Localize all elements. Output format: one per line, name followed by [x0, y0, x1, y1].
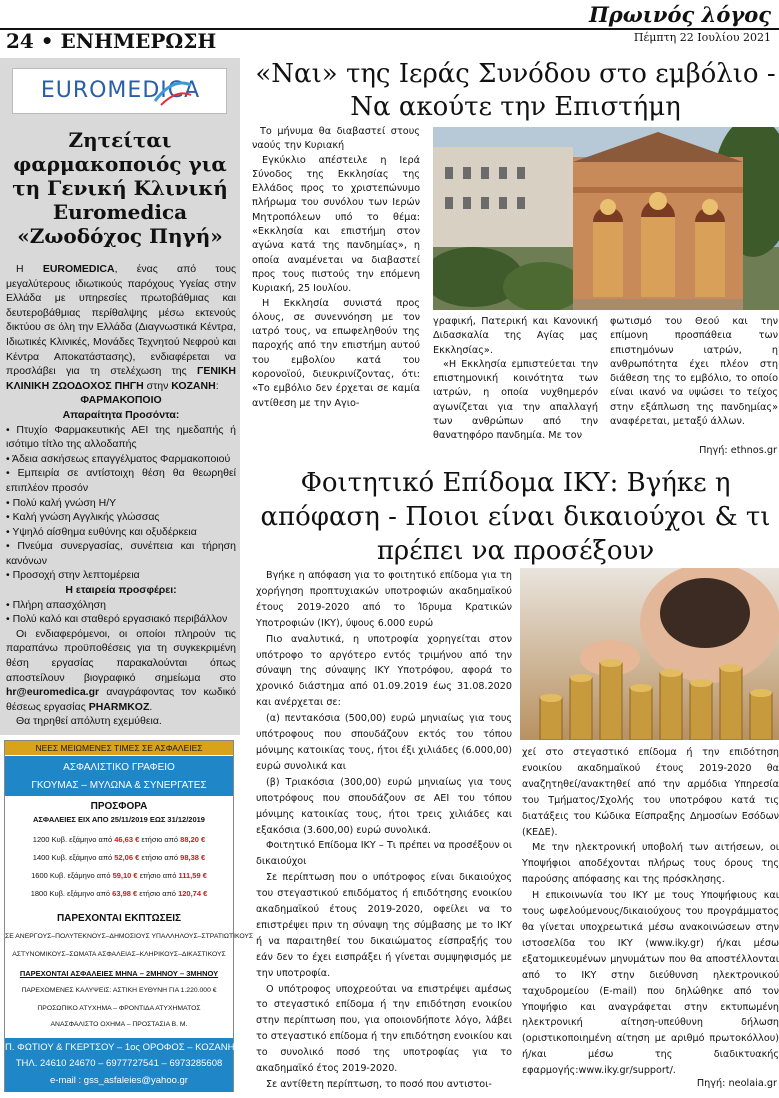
- ad-phones: ΤΗΛ. 24610 24670 – 6977727541 – 6973285608: [15, 1058, 223, 1069]
- paragraph: Εγκύκλιο απέστειλε η Ιερά Σύνοδος της Εκκλησίας της Ελλάδος προς το χριστεπώνυμο πλήρωμα του συνόλου των Ιερών Μητροπόλεων υπό το θέμα: «Εκκλησία και επιστήμη στον αγώνα κατά της πανδημίας», η οποία αναμένεται να διαβαστεί προς τους πιστούς την επόμενη Κυριακή, 25 Ιουλίου.: [252, 154, 420, 295]
- rate-row: 1200 Κυβ. εξάμηνο από 46,63 € ετήσιο από 88,20 €: [32, 835, 206, 844]
- rate-row: 1400 Κυβ. εξάμηνο από 52,06 € ετήσιο από 98,38 €: [32, 853, 206, 862]
- job-title: Ζητείται φαρμακοποιός για τη Γενική Κλινική Euromedica «Ζωοδόχος Πηγή»: [12, 128, 228, 248]
- paragraph: Η Εκκλησία συνιστά προς όλους, σε συνεννόηση με τον ιατρό τους, να επωφεληθούν της παροχής από την επιστήμη αυτού του εμβολίου κατά του κορονοϊού, διευκρινίζοντας, ότι: «Το εμβόλιο δεν έρχεται σε καμία αντίθεση με την Αγιο-: [252, 297, 420, 409]
- article2-source: Πηγή: neolaia.gr: [696, 1078, 777, 1089]
- coins-photo: [520, 568, 779, 740]
- page-date: Πέμπτη 22 Ιουλίου 2021: [633, 31, 771, 44]
- logo-text: EUROMEDICA: [40, 78, 201, 103]
- job-ad: [0, 58, 240, 735]
- rate-row: 1600 Κυβ. εξάμηνο από 59,10 € ετήσιο από 111,59 €: [31, 871, 207, 880]
- logo-swoosh-icon: [153, 75, 193, 109]
- article1-source: Πηγή: ethnos.gr: [699, 445, 777, 456]
- requirements-heading: Απαραίτητα Προσόντα:: [62, 408, 180, 421]
- ad-partners: ΓΚΟΥΜΑΣ – ΜΥΛΩΝΑ & ΣΥΝΕΡΓΑΤΕΣ: [31, 780, 207, 791]
- requirements-list: [6, 423, 236, 584]
- ad-coverage: ΠΑΡΕΧΟΜΕΝΕΣ ΚΑΛΥΨΕΙΣ: ΑΣΤΙΚΗ ΕΥΘΥΝΗ ΓΙΑ 1.220.000 €: [21, 987, 217, 994]
- list-item: • Άδεια ασκήσεως επαγγέλματος Φαρμακοποιού: [6, 452, 231, 465]
- list-item: • Καλή γνώση Αγγλικής γλώσσας: [6, 511, 160, 524]
- article1-headline: «Ναι» της Ιεράς Συνόδου στο εμβόλιο - Να ακούτε την Επιστήμη: [255, 59, 776, 122]
- paragraph: Με την ηλεκτρονική υποβολή των αιτήσεων, οι Υποψήφιοι αποδέχονται πλήρως τους όρους της παρούσης απόφασης και της πρόσκλησης.: [522, 842, 779, 886]
- insurance-ad: [4, 740, 254, 1092]
- paragraph: «Η Εκκλησία εμπιστεύεται την επιστημονική κοινότητα των ιατρών, η οποία νυχθημερόν αγωνίζεται για την απαλλαγή των ανθρώπων από την θανατηφόρο πανδημία. Με τον: [433, 358, 598, 442]
- paragraph: Πιο αναλυτικά, η υποτροφία χορηγείται στον υπότροφο το αργότερο εντός τριμήνου από την σύναψη της σύναψης ΙΚΥ Υποτρόφου, αφορά το χρονικό διάστημα από 01.09.2019 έως 31.08.2020 και ανέρχεται σε:: [256, 633, 512, 709]
- paragraph: Η επικοινωνία του ΙΚΥ με τους Υποψήφιους και τους ωφελούμενους/δικαιούχους του προγράμματος θα γίνεται υποχρεωτικά μέσω ανακοινώσεων στην ιστοσελίδα του ΙΚΥ (www.iky.gr) ή/και μέσω εξατομικευμένων μηνυμάτων που θα αποστέλλονται από το ΙΚΥ στην διεύθυνση ηλεκτρονικού ταχυδρομείου (E-mail) που δηλώθηκε από τον Υποψήφιο και αναγράφεται στην εκτυπωμένη ηλεκτρονική αίτηση-υπεύθυνη δήλωση (οριστικοποιημένη αίτηση με αριθμό πρωτοκόλλου) ή/και μέσω της διαδικτυακής εφαρμογής:www.iky.gr/support/.: [522, 890, 779, 1077]
- paper-name: Πρωινός λόγος: [588, 2, 771, 27]
- ad-office: ΑΣΦΑΛΙΣΤΙΚΟ ΓΡΑΦΕΙΟ: [63, 762, 175, 773]
- ad-discount-line: ΣΕ ΑΝΕΡΓΟΥΣ–ΠΟΛΥΤΕΚΝΟΥΣ–ΔΗΜΟΣΙΟΥΣ ΥΠΑΛΛΗΛΟΥΣ–ΣΤΡΑΤΙΩΤΙΚΟΥΣ: [5, 933, 254, 940]
- job-role: ΦΑΡΜΑΚΟΠΟΙΟ: [80, 394, 162, 407]
- paragraph: Σε περίπτωση που ο υπότροφος είναι δικαιούχος του στεγαστικού επιδόματος ή επιδότησης ενοικίου ακαδημαϊκού έτους 2019-2020, οφείλει να το επιστρέψει πριν τη σύναψη της σύμβασης με το ΙΚΥ ή να παραιτηθεί του δικαιώματος είσπραξής του εάν δεν το έχει εισπράξει ή γίνεται συμψηφισμός με την υποτροφία.: [256, 872, 512, 979]
- masthead: [0, 0, 779, 58]
- article2-col2: [522, 745, 779, 1079]
- paragraph: γραφική, Πατερική και Κανονική Διδασκαλία της Αγίας μας Εκκλησίας».: [433, 316, 598, 356]
- article2-headline: Φοιτητικό Επίδομα ΙΚΥ: Βγήκε η απόφαση - Ποιοι είναι δικαιούχοι & τι πρέπει να προσέξουν: [260, 468, 771, 566]
- article1-col2: [433, 315, 598, 444]
- paragraph: Βγήκε η απόφαση για το φοιτητικό επίδομα για τη χορήγηση προπτυχιακών υποτροφιών ακαδημαϊκού έτους 2019-2020 από το Ίδρυμα Κρατικών Υποτροφιών (ΙΚΥ), ύψους 6.000 ευρώ: [256, 570, 512, 629]
- article1-col3: [610, 315, 778, 429]
- ad-contact-block: [5, 1038, 233, 1092]
- paragraph: (β) Τριακόσια (300,00) ευρώ μηνιαίως για τους υποτρόφους που σπουδάζουν σε ΑΕΙ του τόπου μόνιμης κατοικίας τους, ήτοι τρεις χιλιάδες και εξακόσια (3.600,00) ευρώ συνολικά.: [256, 776, 512, 836]
- church-photo-icon: [433, 127, 779, 310]
- list-item: • Υψηλό αίσθημα ευθύνης και οξυδέρκεια: [6, 525, 197, 538]
- ad-discount-line: ΑΣΤΥΝΟΜΙΚΟΥΣ–ΣΩΜΑΤΑ ΑΣΦΑΛΕΙΑΣ–ΚΛΗΡΙΚΟΥΣ–ΔΙΚΑΣΤΙΚΟΥΣ: [12, 951, 226, 958]
- list-item: • Προσοχή στην λεπτομέρεια: [6, 569, 140, 582]
- apply-email-link[interactable]: hr@euromedica.gr: [6, 686, 100, 699]
- ad-coverage: ΠΡΟΣΩΠΙΚΟ ΑΤΥΧΗΜΑ – ΦΡΟΝΤΙΔΑ ΑΤΥΧΗΜΑΤΟΣ: [37, 1005, 201, 1012]
- list-item: • Πολύ καλό και σταθερό εργασιακό περιβάλλον: [6, 613, 228, 626]
- church-photo: [433, 127, 779, 310]
- ad-banner: ΝΕΕΣ ΜΕΙΩΜΕΝΕΣ ΤΙΜΕΣ ΣΕ ΑΣΦΑΛΕΙΕΣ: [5, 741, 233, 755]
- list-item: • Πτυχίο Φαρμακευτικής ΑΕΙ της ημεδαπής ή ισότιμο τίτλο της αλλοδαπής: [6, 423, 236, 451]
- list-item: • Εμπειρία σε αντίστοιχη θέση θα θεωρηθεί επιπλέον προσόν: [6, 467, 236, 494]
- list-item: • Πλήρη απασχόληση: [6, 598, 106, 611]
- article1-col1: [252, 125, 420, 411]
- offers-heading: Η εταιρεία προσφέρει:: [65, 584, 177, 597]
- job-body: [6, 262, 236, 729]
- paragraph: Ο υπότροφος υποχρεούται να επιστρέψει αμέσως το στεγαστικό επίδομα ή την επιδότηση ενοικίου στην περίπτωση που, για οποιονδήποτε λόγο, λάβει το στεγαστικό επίδομα ή την επιδότηση ενοικίου και το συνολικό ποσό της υποτροφίας για το ακαδημαϊκό έτος 2019-2020.: [256, 983, 512, 1075]
- job-intro: Η EUROMEDICA, ένας από τους μεγαλύτερους ιδιωτικούς παρόχους Υγείας στην Ελλάδα με υπηρεσίες πρωτοβάθμιας και δευτεροβάθμιας περίθαλψης μέσω εκτενούς δικτύου σε όλη την Ελλάδα (Διαγνωστικά Κέντρα, Ιδιωτικές Κλινικές, Μονάδες Τεχνητού Νεφρού και Κέντρα Αποκατάστασης), ενδιαφέρεται να προσλάβει για τη στελέχωση της ΓΕΝΙΚΗ ΚΛΙΝΙΚΗ ΖΩΟΔΟΧΟΣ ΠΗΓΗ στην ΚΟΖΑΝΗ:: [6, 263, 237, 392]
- apply-text: Οι ενδιαφερόμενοι, οι οποίοι πληρούν τις παραπάνω προϋποθέσεις για τη συγκεκριμένη θέση εργασίας παρακαλούνται όπως αποστείλουν βιογραφικό σημείωμα στο hr@euromedica.gr αναγράφοντας τον κωδικό θέσεως εργασίας PHARMKOZ.: [6, 627, 236, 713]
- ad-discounts-title: ΠΑΡΕΧΟΝΤΑΙ ΕΚΠΤΩΣΕΙΣ: [56, 913, 182, 924]
- paragraph: χεί στο στεγαστικό επίδομα ή την επιδότηση ενοικίου ακαδημαϊκού έτους 2019-2020 θα αναζητηθεί/ανακτηθεί από την αρμόδια Υπηρεσία του Τμήματος/Σχολής του υποτρόφου κατά τις διατάξεις του Κώδικα Είσπραξης Δημοσίων Εσόδων (ΚΕΔΕ).: [522, 747, 779, 838]
- ad-coverage: ΑΝΑΣΦΑΛΙΣΤΟ ΟΧΗΜΑ – ΠΡΟΣΤΑΣΙΑ Β. Μ.: [50, 1021, 188, 1028]
- article1-subtitle: Το μήνυμα θα διαβαστεί στους ναούς την Κυριακή: [252, 126, 420, 152]
- paragraph: (α) πεντακόσια (500,00) ευρώ μηνιαίως για τους υπότροφους που σπουδάζουν εκτός του τόπου μόνιμης κατοικίας τους, ήτοι έξι χιλιάδες (6.000,00) ευρώ συνολικά και: [256, 713, 512, 772]
- list-item: • Πνεύμα συνεργασίας, συνέπεια και τήρηση κανόνων: [6, 540, 236, 567]
- rate-row: 1800 Κυβ. εξάμηνο από 63,98 € ετήσιο από 120,74 €: [30, 889, 208, 898]
- section-title: 24 • ΕΝΗΜΕΡΩΣΗ: [6, 29, 217, 53]
- paragraph: φωτισμό του Θεού και την επίμονη προσπάθεια των επιστημόνων ιατρών, η ανθρωπότητα έχει πλέον στη διάθεση της το εμβόλιο, το οποίο είναι ικανό να υψώσει το τείχος στην εξάπλωση της πανδημίας» αναφέρεται, μεταξύ άλλων.: [610, 316, 778, 428]
- ad-email[interactable]: e-mail : gss_asfaleies@yahoo.gr: [50, 1075, 188, 1086]
- ad-period: ΑΣΦΑΛΕΙΕΣ ΕΙΧ ΑΠΟ 25/11/2019 ΕΩΣ 31/12/2019: [33, 815, 205, 824]
- article2-col1: [256, 568, 512, 1093]
- confidential-note: Θα τηρηθεί απόλυτη εχεμύθεια.: [16, 715, 162, 728]
- ad-address: Π. ΦΩΤΙΟΥ & ΓΚΕΡΤΣΟΥ – 1ος ΟΡΟΦΟΣ – ΚΟΖΑΝΗ: [5, 1042, 235, 1053]
- paragraph: Σε αντίθετη περίπτωση, το ποσό που αντιστοι-: [266, 1079, 492, 1090]
- euromedica-logo: [12, 68, 227, 114]
- ad-office-block: [5, 756, 233, 796]
- coins-photo-icon: [520, 568, 779, 740]
- paragraph: Φοιτητικό Επίδομα ΙΚΥ – Τι πρέπει να προσέξουν οι δικαιούχοι: [256, 840, 512, 868]
- ad-monthly: ΠΑΡΕΧΟΝΤΑΙ ΑΣΦΑΛΕΙΕΣ ΜΗΝΑ – 2ΜΗΝΟΥ – 3ΜΗΝΟΥ: [19, 969, 219, 978]
- ad-offer-title: ΠΡΟΣΦΟΡΑ: [90, 801, 148, 812]
- list-item: • Πολύ καλή γνώση Η/Υ: [6, 496, 117, 509]
